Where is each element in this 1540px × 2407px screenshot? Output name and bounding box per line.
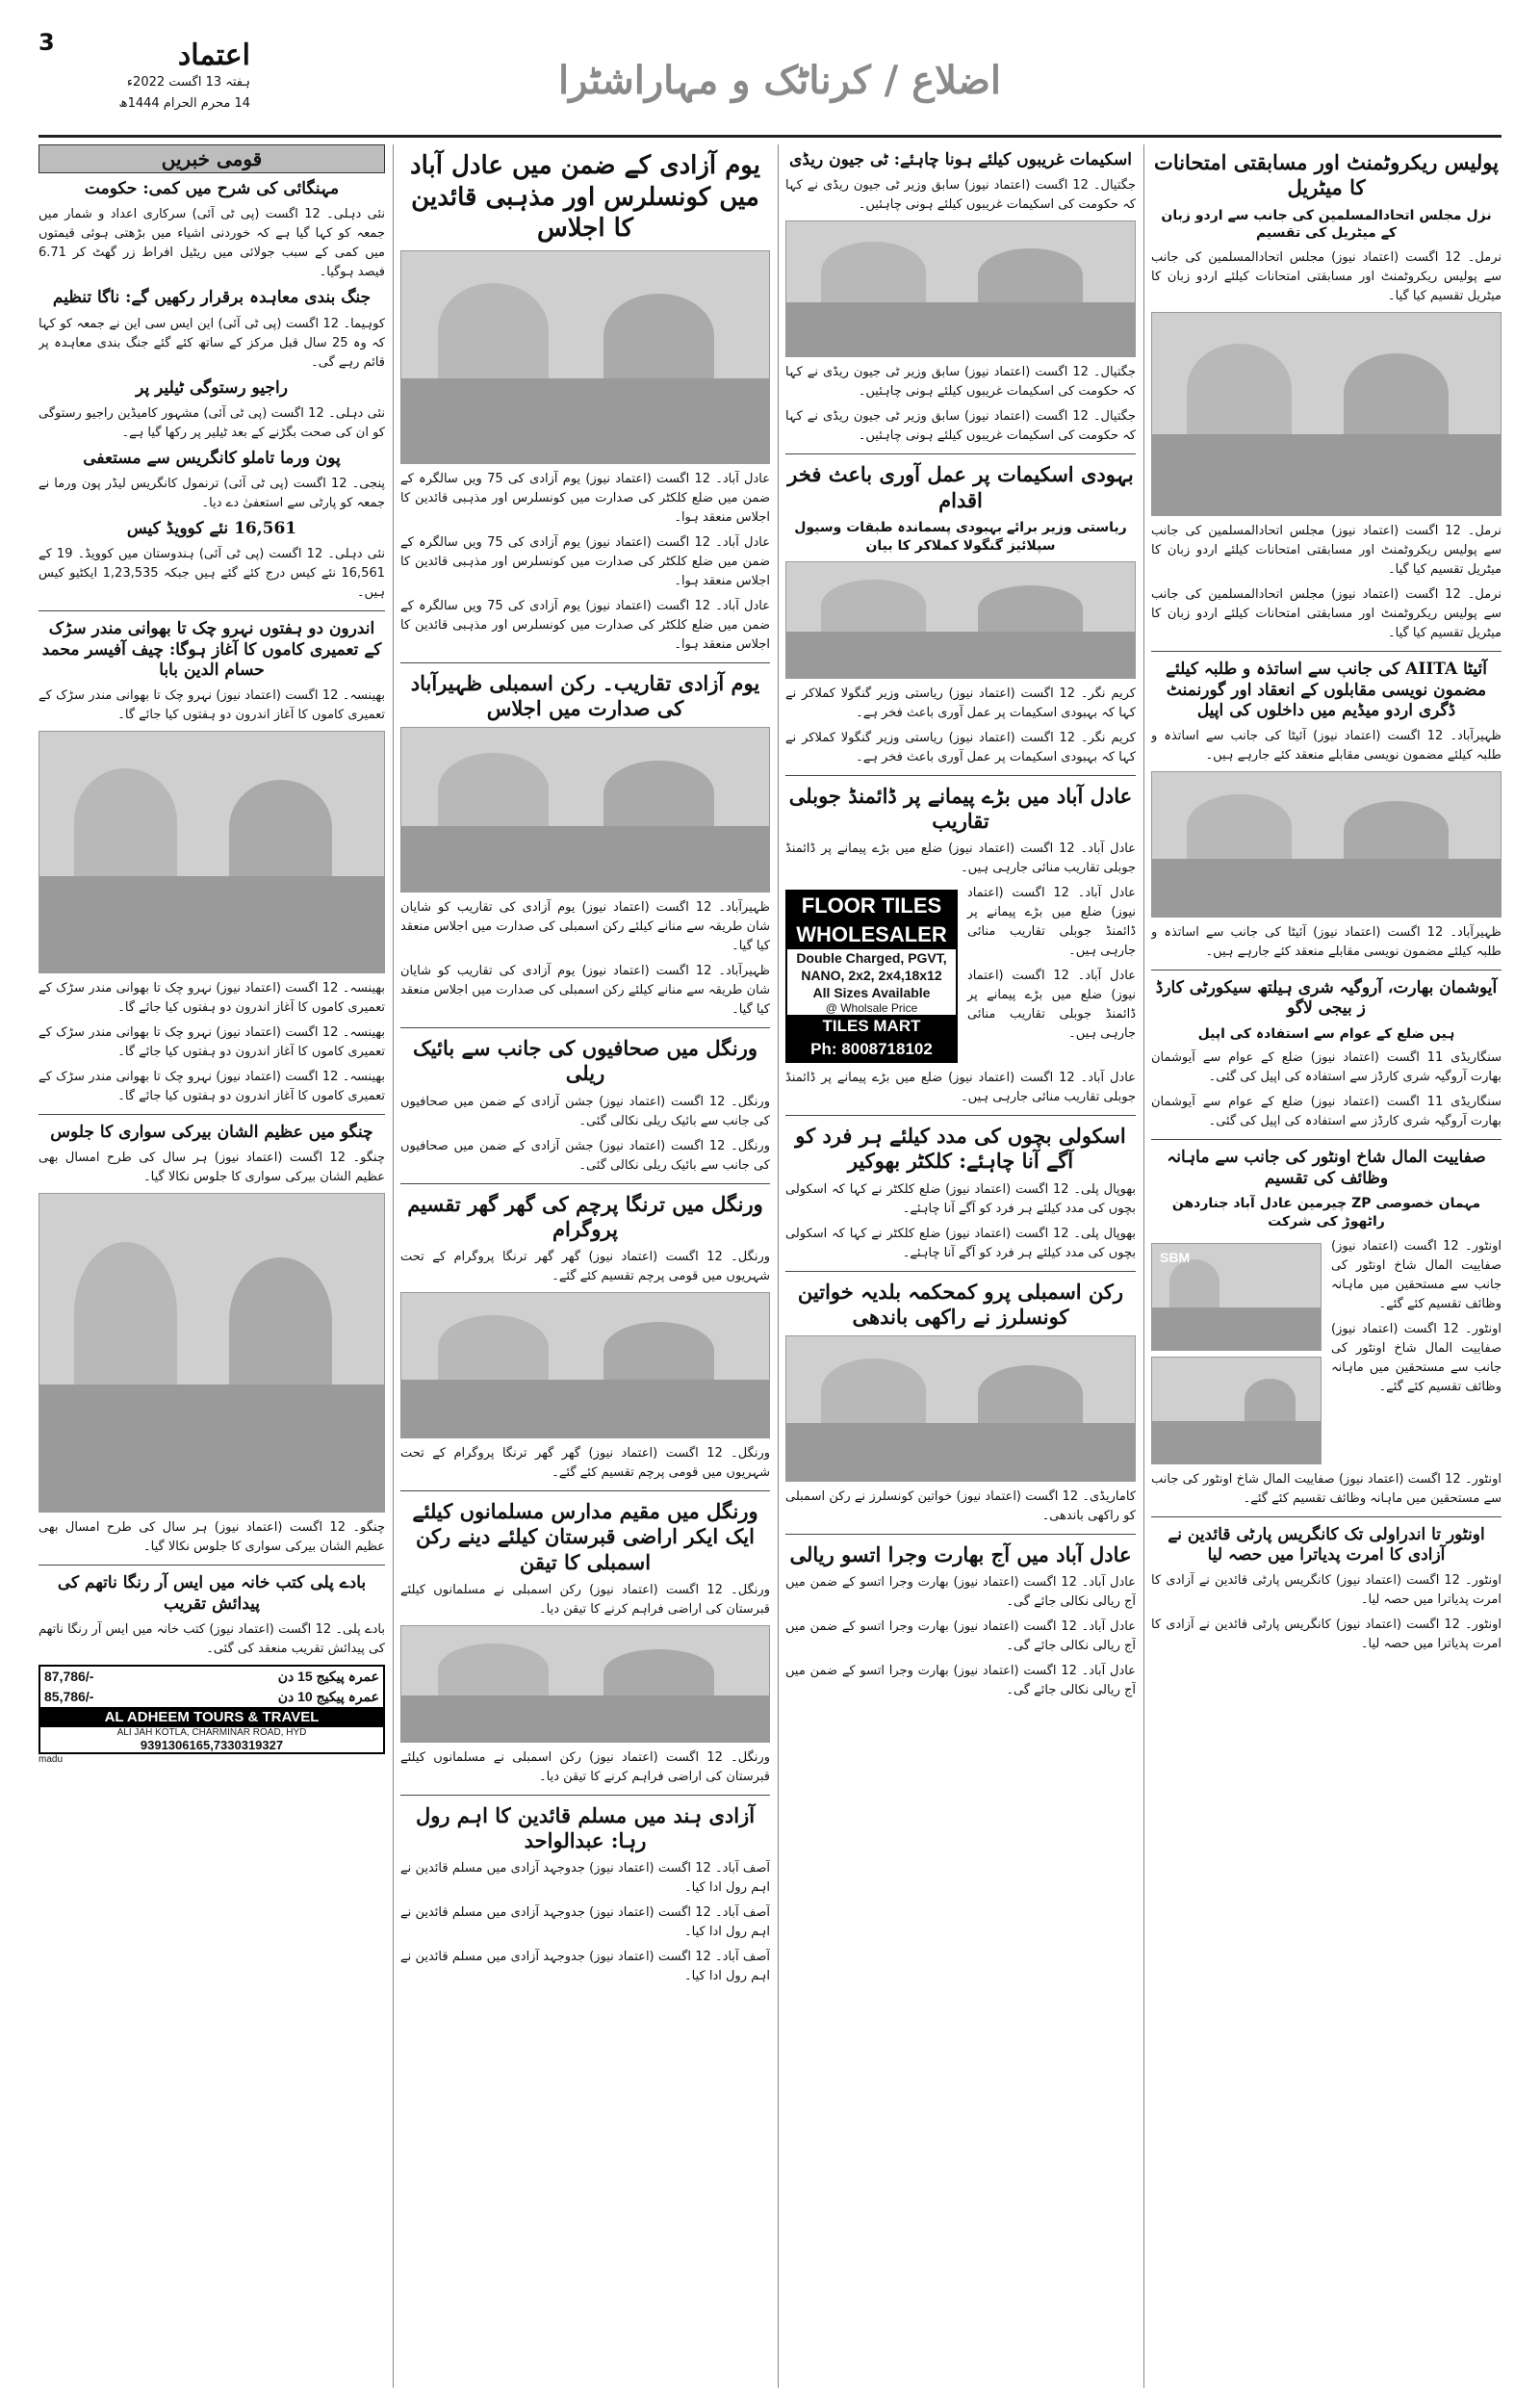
article-text: بھینسہ۔ 12 اگست (اعتماد نیوز) نہرو چک تا بھوانی مندر سڑک کے تعمیری کاموں کا آغاز اندرون دو ہفتوں کیا جائے گا۔ <box>38 688 385 722</box>
headline: اسکولی بچوں کی مدد کیلئے ہر فرد کو آگے آنا چاہئے: کلکٹر بھوکیر <box>795 1124 1126 1174</box>
ad-and-text-row <box>785 884 1136 1069</box>
headline: اونٹور تا اندراولی تک کانگریس پارٹی قائدین نے آزادی کا امرت پدیاترا میں حصہ لیا <box>1168 1524 1485 1565</box>
divider <box>38 610 385 611</box>
headline: پولیس ریکروٹمنٹ اور مسابقتی امتحانات کا میٹریل <box>1154 150 1499 200</box>
article-text: عادل آباد۔ 12 اگست (اعتماد نیوز) بھارت وجرا اتسو کے ضمن میں آج ریالی نکالی جائے گی۔ <box>785 1664 1136 1698</box>
article-text: عادل آباد۔ 12 اگست (اعتماد نیوز) یوم آزادی کی 75 ویں سالگرہ کے ضمن میں ضلع کلکٹر کی صدارت میں کونسلرس اور مذہبی قائدین کا اجلاس منعقد ہوا۔ <box>400 471 770 525</box>
divider <box>785 1115 1136 1116</box>
photo-rakhi <box>785 1335 1136 1482</box>
headline: ورنگل میں مقیم مدارس مسلمانوں کیلئے ایک ایکر اراضی قبرستان کیلئے دینے رکن اسمبلی کا تیقن <box>412 1499 758 1574</box>
divider <box>1151 970 1502 971</box>
article-text: اونٹور۔ 12 اگست (اعتماد نیوز) صفاییت المال شاخ اونٹور کی جانب سے مستحقین میں ماہانہ وظائف تقسیم کئے گئے۔ <box>1331 1238 1502 1311</box>
headline: راجیو رستوگی ٹیلیر پر <box>136 377 288 398</box>
umrah-label-10: عمرہ پیکیج 10 دن <box>277 1688 379 1704</box>
column-nirmal <box>1151 144 1502 2388</box>
article-text: نئی دہلی۔ 12 اگست (پی ٹی آئی) سرکاری اعداد و شمار میں جمعہ کو کہا گیا ہے کہ خوردنی اشیاء میں بڑھتی ہوئی قیمتوں میں کمی کے سبب جولائی میں ریٹیل افراط زر گھٹ کر 6.71 فیصد ہوگیا۔ <box>38 207 385 280</box>
article-text: چنگو۔ 12 اگست (اعتماد نیوز) ہر سال کی طرح امسال بھی عظیم الشان بیرکی سواری کا جلوس نکالا گیا۔ <box>38 1151 385 1185</box>
article-text: جگتیال۔ 12 اگست (اعتماد نیوز) سابق وزیر ٹی جیون ریڈی نے کہا کہ حکومت کی اسکیمات غریبوں کیلئے ہونی چاہئیں۔ <box>785 365 1136 400</box>
divider <box>38 1565 385 1566</box>
article-text: کوہیما۔ 12 اگست (پی ٹی آئی) این ایس سی این نے جمعہ کو کہا کہ وہ 25 سال قبل مرکز کے ساتھ کئے گئے جنگ بندی معاہدہ پر قائم رہے گی۔ <box>38 316 385 370</box>
article-text: نرمل۔ 12 اگست (اعتماد نیوز) مجلس اتحادالمسلمین کی جانب سے پولیس ریکروٹمنٹ اور مسابقتی امتحانات کیلئے اردو زبان کا میٹریل تقسیم کیا گیا۔ <box>1151 250 1502 304</box>
masthead-left <box>38 39 250 115</box>
article-text: جگتیال۔ 12 اگست (اعتماد نیوز) سابق وزیر ٹی جیون ریڈی نے کہا کہ حکومت کی اسکیمات غریبوں کیلئے ہونی چاہئیں۔ <box>785 409 1136 444</box>
article-text: نرمل۔ 12 اگست (اعتماد نیوز) مجلس اتحادالمسلمین کی جانب سے پولیس ریکروٹمنٹ اور مسابقتی امتحانات کیلئے اردو زبان کا میٹریل تقسیم کیا گیا۔ <box>1151 524 1502 578</box>
article-text: عادل آباد۔ 12 اگست (اعتماد نیوز) ضلع میں بڑے پیمانے پر ڈائمنڈ جوبلی تقاریب منائی جارہی ہیں۔ <box>785 1071 1136 1105</box>
ad-line-7: TILES MART <box>787 1015 956 1038</box>
article-text: کاماریڈی۔ 12 اگست (اعتماد نیوز) خواتین کونسلرز نے رکن اسمبلی کو راکھی باندھی۔ <box>785 1489 1136 1524</box>
umrah-price-10: 85,786/- <box>44 1688 94 1704</box>
divider <box>400 1183 770 1184</box>
headline: بادے پلی کتب خانہ میں ایس آر رنگا ناتھم کی پیدائش تقریب <box>57 1573 367 1614</box>
subheadline: ہیں ضلع کے عوام سے استفادہ کی اپیل <box>1197 1025 1455 1042</box>
divider <box>400 662 770 663</box>
article-text: بھوپال پلی۔ 12 اگست (اعتماد نیوز) ضلع کلکٹر نے کہا کہ اسکولی بچوں کی مدد کیلئے ہر فرد کو آگے آنا چاہئے۔ <box>785 1181 1136 1216</box>
travel-company-phone[interactable]: 9391306165,7330319327 <box>140 1737 284 1752</box>
umrah-price-15: 87,786/- <box>44 1668 94 1684</box>
divider <box>1151 651 1502 652</box>
divider <box>785 1271 1136 1272</box>
divider <box>400 1027 770 1028</box>
column-divider <box>778 144 779 2388</box>
article-text: بھینسہ۔ 12 اگست (اعتماد نیوز) نہرو چک تا بھوانی مندر سڑک کے تعمیری کاموں کا آغاز اندرون دو ہفتوں کیا جائے گا۔ <box>38 1070 385 1103</box>
gregorian-date: ہفتہ 13 اگست 2022ء <box>126 75 250 90</box>
headline: مہنگائی کی شرح میں کمی: حکومت <box>84 179 340 198</box>
article-text: ورنگل۔ 12 اگست (اعتماد نیوز) رکن اسمبلی نے مسلمانوں کیلئے قبرستان کی اراضی فراہم کرنے کا تیقن دیا۔ <box>400 1582 770 1617</box>
article-text: ورنگل۔ 12 اگست (اعتماد نیوز) رکن اسمبلی نے مسلمانوں کیلئے قبرستان کی اراضی فراہم کرنے کا تیقن دیا۔ <box>400 1749 770 1784</box>
national-news-box-title: قومی خبریں <box>38 144 385 173</box>
article-text: ورنگل۔ 12 اگست (اعتماد نیوز) گھر گھر ترنگا پروگرام کے تحت شہریوں میں قومی پرچم تقسیم کئے گئے۔ <box>400 1250 770 1283</box>
column-divider <box>1143 144 1144 2388</box>
byline: madu <box>38 1753 64 1765</box>
divider <box>38 1114 385 1115</box>
ad-line-1: FLOOR TILES <box>787 892 956 920</box>
text-block <box>1331 1237 1502 1470</box>
ad-line-6: @ Wholsale Price <box>825 1001 918 1016</box>
divider <box>1151 1516 1502 1517</box>
subheadline: مہمان خصوصی ZP چیرمین عادل آباد جناردھن راٹھوڑ کی شرکت <box>1171 1195 1481 1229</box>
headline: ورنگل میں ترنگا پرچم کی گھر گھر تقسیم پروگرام <box>407 1191 763 1241</box>
article-text: ظہیرآباد۔ 12 اگست (اعتماد نیوز) آئیٹا کی جانب سے اساتذہ و طلبہ کیلئے مضمون نویسی مقابلے منعقد کئے جارہے ہیں۔ <box>1151 729 1502 764</box>
headline: آیوشمان بھارت، آروگیہ شری ہیلتھ سیکورٹی کارڈ ز بیجی لاگو <box>1155 978 1498 1019</box>
headline: جنگ بندی معاہدہ برقرار رکھیں گے: ناگا تنظیم <box>52 288 372 308</box>
article-text: عادل آباد۔ 12 اگست (اعتماد نیوز) بھارت وجرا اتسو کے ضمن میں آج ریالی نکالی جائے گی۔ <box>785 1575 1136 1610</box>
headline: چنگو میں عظیم الشان بیرکی سواری کا جلوس <box>50 1123 373 1142</box>
divider <box>785 1534 1136 1535</box>
column-divider <box>393 144 394 2388</box>
photo-and-text-row <box>1151 1237 1502 1470</box>
divider <box>785 775 1136 776</box>
article-text: آصف آباد۔ 12 اگست (اعتماد نیوز) جدوجہد آزادی میں مسلم قائدین نے اہم رول ادا کیا۔ <box>400 1905 770 1940</box>
photo-stack <box>1151 1237 1322 1470</box>
ad-phone[interactable]: Ph: 8008718102 <box>787 1038 956 1061</box>
article-text: عادل آباد۔ 12 اگست (اعتماد نیوز) ضلع میں بڑے پیمانے پر ڈائمنڈ جوبلی تقاریب منائی جارہی ہیں۔ <box>967 886 1136 959</box>
photo-zaheerabad-meeting <box>400 727 770 893</box>
column-schemes <box>785 144 1136 2388</box>
photo-material-distribution <box>1151 312 1502 516</box>
subheadline: نزل مجلس اتحادالمسلمین کی جانب سے اردو زبان کے میٹریل کی تقسیم <box>1161 207 1492 242</box>
newspaper-logo: اعتماد <box>177 39 250 72</box>
article-text: جگتیال۔ 12 اگست (اعتماد نیوز) سابق وزیر ٹی جیون ریڈی نے کہا کہ حکومت کی اسکیمات غریبوں کیلئے ہونی چاہئیں۔ <box>785 178 1136 213</box>
sbm-banner-text: SBM <box>1160 1249 1191 1265</box>
ad-line-2: WHOLESALER <box>787 920 956 949</box>
headline: آئیٹا AIITA کی جانب سے اساتذہ و طلبہ کیلئے مضمون نویسی مقابلوں کے انعقاد اور گورنمنٹ ڈگری اردو میڈیم میں داخلوں کی اپیل <box>1165 660 1487 720</box>
article-text: اونٹور۔ 12 اگست (اعتماد نیوز) کانگریس پارٹی قائدین نے آزادی کا امرت پدیاترا میں حصہ لیا۔ <box>1151 1573 1502 1608</box>
article-text: آصف آباد۔ 12 اگست (اعتماد نیوز) جدوجہد آزادی میں مسلم قائدین نے اہم رول ادا کیا۔ <box>400 1861 770 1896</box>
headline: پون ورما تاملو کانگریس سے مستعفی <box>83 448 341 468</box>
article-text: چنگو۔ 12 اگست (اعتماد نیوز) ہر سال کی طرح امسال بھی عظیم الشان بیرکی سواری کا جلوس نکالا گیا۔ <box>38 1520 385 1555</box>
article-text: ظہیرآباد۔ 12 اگست (اعتماد نیوز) یوم آزادی کی تقاریب کو شایان شان طریقہ سے منانے کیلئے رکن اسمبلی کی صدارت میں اجلاس منعقد کیا گیا۔ <box>400 900 770 953</box>
article-text: نرمل۔ 12 اگست (اعتماد نیوز) مجلس اتحادالمسلمین کی جانب سے پولیس ریکروٹمنٹ اور مسابقتی امتحانات کیلئے اردو زبان کا میٹریل تقسیم کیا گیا۔ <box>1151 587 1502 641</box>
photo-procession <box>38 1193 385 1513</box>
photo-stipend-2 <box>1151 1357 1322 1464</box>
article-text: بھینسہ۔ 12 اگست (اعتماد نیوز) نہرو چک تا بھوانی مندر سڑک کے تعمیری کاموں کا آغاز اندرون دو ہفتوں کیا جائے گا۔ <box>38 981 385 1015</box>
divider <box>785 453 1136 454</box>
article-text: ورنگل۔ 12 اگست (اعتماد نیوز) گھر گھر ترنگا پروگرام کے تحت شہریوں میں قومی پرچم تقسیم کئے گئے۔ <box>400 1446 770 1480</box>
article-text: کریم نگر۔ 12 اگست (اعتماد نیوز) ریاستی وزیر گنگولا کملاکر نے کہا کہ بہبودی اسکیمات پر عمل آوری باعث فخر ہے۔ <box>785 686 1136 720</box>
headline: اندرون دو ہفتوں نہرو چک تا بھوانی مندر سڑک کے تعمیری کاموں کا آغاز ہوگا: چیف آفیسر محمد حسام الدین بابا <box>41 619 382 680</box>
floor-tiles-ad[interactable] <box>785 890 958 1063</box>
headline: یوم آزادی تقاریب۔ رکن اسمبلی ظہیرآباد کی صدارت میں اجلاس <box>410 670 760 720</box>
headline: 16,561 نئے کوویڈ کیس <box>126 519 297 538</box>
article-text: ظہیرآباد۔ 12 اگست (اعتماد نیوز) یوم آزادی کی تقاریب کو شایان شان طریقہ سے منانے کیلئے رکن اسمبلی کی صدارت میں اجلاس منعقد کیا گیا۔ <box>400 964 770 1017</box>
article-text: ورنگل۔ 12 اگست (اعتماد نیوز) جشن آزادی کے ضمن میں صحافیوں کی جانب سے بائیک ریلی نکالی گئی۔ <box>400 1138 770 1173</box>
article-text: پنجی۔ 12 اگست (پی ٹی آئی) ترنمول کانگریس لیڈر پون ورما نے جمعہ کو پارٹی سے استعفیٰ دے دیا۔ <box>38 477 385 510</box>
article-text: آصف آباد۔ 12 اگست (اعتماد نیوز) جدوجہد آزادی میں مسلم قائدین نے اہم رول ادا کیا۔ <box>400 1950 770 1984</box>
ad-line-5: All Sizes Available <box>812 985 931 1001</box>
headline: اسکیمات غریبوں کیلئے ہونا چاہئے: ٹی جیون ریڈی <box>789 150 1132 169</box>
photo-jeevan-reddy <box>785 220 1136 357</box>
umrah-label-15: عمرہ پیکیج 15 دن <box>277 1668 379 1684</box>
article-text: کریم نگر۔ 12 اگست (اعتماد نیوز) ریاستی وزیر گنگولا کملاکر نے کہا کہ بہبودی اسکیمات پر عمل آوری باعث فخر ہے۔ <box>785 730 1136 764</box>
article-text: اونٹور۔ 12 اگست (اعتماد نیوز) صفاییت المال شاخ اونٹور کی جانب سے مستحقین میں ماہانہ وظائف تقسیم کئے گئے۔ <box>1331 1321 1502 1394</box>
headline-main: یوم آزادی کے ضمن میں عادل آباد میں کونسلرس اور مذہبی قائدین کا اجلاس <box>410 151 760 243</box>
article-text: عادل آباد۔ 12 اگست (اعتماد نیوز) بھارت وجرا اتسو کے ضمن میں آج ریالی نکالی جائے گی۔ <box>785 1619 1136 1654</box>
article-text: ورنگل۔ 12 اگست (اعتماد نیوز) جشن آزادی کے ضمن میں صحافیوں کی جانب سے بائیک ریلی نکالی گئی۔ <box>400 1094 770 1128</box>
article-text: اونٹور۔ 12 اگست (اعتماد نیوز) کانگریس پارٹی قائدین نے آزادی کا امرت پدیاترا میں حصہ لیا۔ <box>1151 1618 1502 1652</box>
photo-flag-distribution <box>400 1292 770 1438</box>
photo-minister <box>785 561 1136 679</box>
page-number: 3 <box>38 29 55 56</box>
column-adilabad <box>400 144 770 2388</box>
masthead <box>38 29 1502 138</box>
article-text: عادل آباد۔ 12 اگست (اعتماد نیوز) یوم آزادی کی 75 ویں سالگرہ کے ضمن میں ضلع کلکٹر کی صدارت میں کونسلرس اور مذہبی قائدین کا اجلاس منعقد ہوا۔ <box>400 534 770 588</box>
article-text: نئی دہلی۔ 12 اگست (پی ٹی آئی) ہندوستان میں کوویڈ۔ 19 کے 16,561 نئے کیس درج کئے گئے ہیں جبکہ 1,23,535 ایکٹیو کیس ہیں۔ <box>38 547 385 601</box>
ad-line-3: Double Charged, PGVT, <box>796 950 947 967</box>
article-text: سنگاریڈی 11 اگست (اعتماد نیوز) ضلع کے عوام سے آیوشمان بھارت آروگیہ شری کارڈز سے استفادہ کی اپیل کی گئی۔ <box>1151 1095 1502 1129</box>
travel-company-name: AL ADHEEM TOURS & TRAVEL <box>40 1707 383 1727</box>
ad-line-4: NANO, 2x2, 2x4,18x12 <box>801 968 942 984</box>
photo-aiita-meeting <box>1151 771 1502 918</box>
headline: آزادی ہند میں مسلم قائدین کا اہم رول رہا: عبدالواحد <box>415 1802 756 1852</box>
column-national-news <box>38 144 385 2388</box>
article-text: عادل آباد۔ 12 اگست (اعتماد نیوز) ضلع میں بڑے پیمانے پر ڈائمنڈ جوبلی تقاریب منائی جارہی ہیں۔ <box>785 841 1136 876</box>
photo-stipend <box>1151 1243 1322 1351</box>
hijri-date: 14 محرم الحرام 1444ھ <box>118 96 250 111</box>
photo-meeting <box>400 250 770 464</box>
article-text: نئی دہلی۔ 12 اگست (پی ٹی آئی) مشہور کامیڈین راجیو رستوگی کو ان کی صحت بگڑنے کے بعد ٹیلیر پر رکھا گیا ہے۔ <box>38 405 385 440</box>
article-text: ظہیرآباد۔ 12 اگست (اعتماد نیوز) آئیٹا کی جانب سے اساتذہ و طلبہ کیلئے مضمون نویسی مقابلے منعقد کئے جارہے ہیں۔ <box>1151 925 1502 960</box>
photo-mla-meeting <box>400 1625 770 1743</box>
divider <box>400 1795 770 1796</box>
divider <box>1151 1139 1502 1140</box>
article-text: بھینسہ۔ 12 اگست (اعتماد نیوز) نہرو چک تا بھوانی مندر سڑک کے تعمیری کاموں کا آغاز اندرون دو ہفتوں کیا جائے گا۔ <box>38 1025 385 1059</box>
article-text: اونٹور۔ 12 اگست (اعتماد نیوز) صفاییت المال شاخ اونٹور کی جانب سے مستحقین میں ماہانہ وظائف تقسیم کئے گئے۔ <box>1151 1471 1502 1506</box>
divider <box>400 1490 770 1491</box>
article-text: عادل آباد۔ 12 اگست (اعتماد نیوز) یوم آزادی کی 75 ویں سالگرہ کے ضمن میں ضلع کلکٹر کی صدارت میں کونسلرس اور مذہبی قائدین کا اجلاس منعقد ہوا۔ <box>400 598 770 652</box>
umrah-ad[interactable] <box>38 1665 385 1754</box>
article-text: بھوپال پلی۔ 12 اگست (اعتماد نیوز) ضلع کلکٹر نے کہا کہ اسکولی بچوں کی مدد کیلئے ہر فرد کو آگے آنا چاہئے۔ <box>785 1226 1136 1260</box>
headline: رکن اسمبلی پرو کمحکمہ بلدیہ خواتین کونسلرز نے راکھی باندھی <box>797 1279 1124 1329</box>
photo-road-works <box>38 731 385 973</box>
travel-company-address: ALI JAH KOTLA, CHARMINAR ROAD, HYD <box>116 1726 307 1738</box>
headline: ورنگل میں صحافیوں کی جانب سے بائیک ریلی <box>413 1036 757 1086</box>
text-block <box>967 884 1136 1069</box>
headline: بہودی اسکیمات پر عمل آوری باعث فخر اقدام <box>787 462 1134 512</box>
section-title: اضلاع / کرناٹک و مہاراشٹرا <box>557 58 1002 103</box>
article-text: بادے پلی۔ 12 اگست (اعتماد نیوز) کتب خانہ میں ایس آر رنگا ناتھم کی پیدائش تقریب منعقد کی گئی۔ <box>38 1621 385 1656</box>
article-text: عادل آباد۔ 12 اگست (اعتماد نیوز) ضلع میں بڑے پیمانے پر ڈائمنڈ جوبلی تقاریب منائی جارہی ہیں۔ <box>967 969 1136 1042</box>
headline: صفاییت المال شاخ اونٹور کی جانب سے ماہانہ وظائف کی تقسیم <box>1167 1148 1486 1188</box>
headline: عادل آباد میں آج بھارت وجرا اتسو ریالی <box>789 1542 1132 1567</box>
article-text: سنگاریڈی 11 اگست (اعتماد نیوز) ضلع کے عوام سے آیوشمان بھارت آروگیہ شری کارڈز سے استفادہ کی اپیل کی گئی۔ <box>1151 1050 1502 1085</box>
subheadline: ریاستی وزیر برائے بہبودی پسماندہ طبقات وسیول سپلائیز گنگولا کملاکر کا بیان <box>794 519 1127 554</box>
headline: عادل آباد میں بڑے پیمانے پر ڈائمنڈ جوبلی تقاریب <box>788 783 1133 833</box>
